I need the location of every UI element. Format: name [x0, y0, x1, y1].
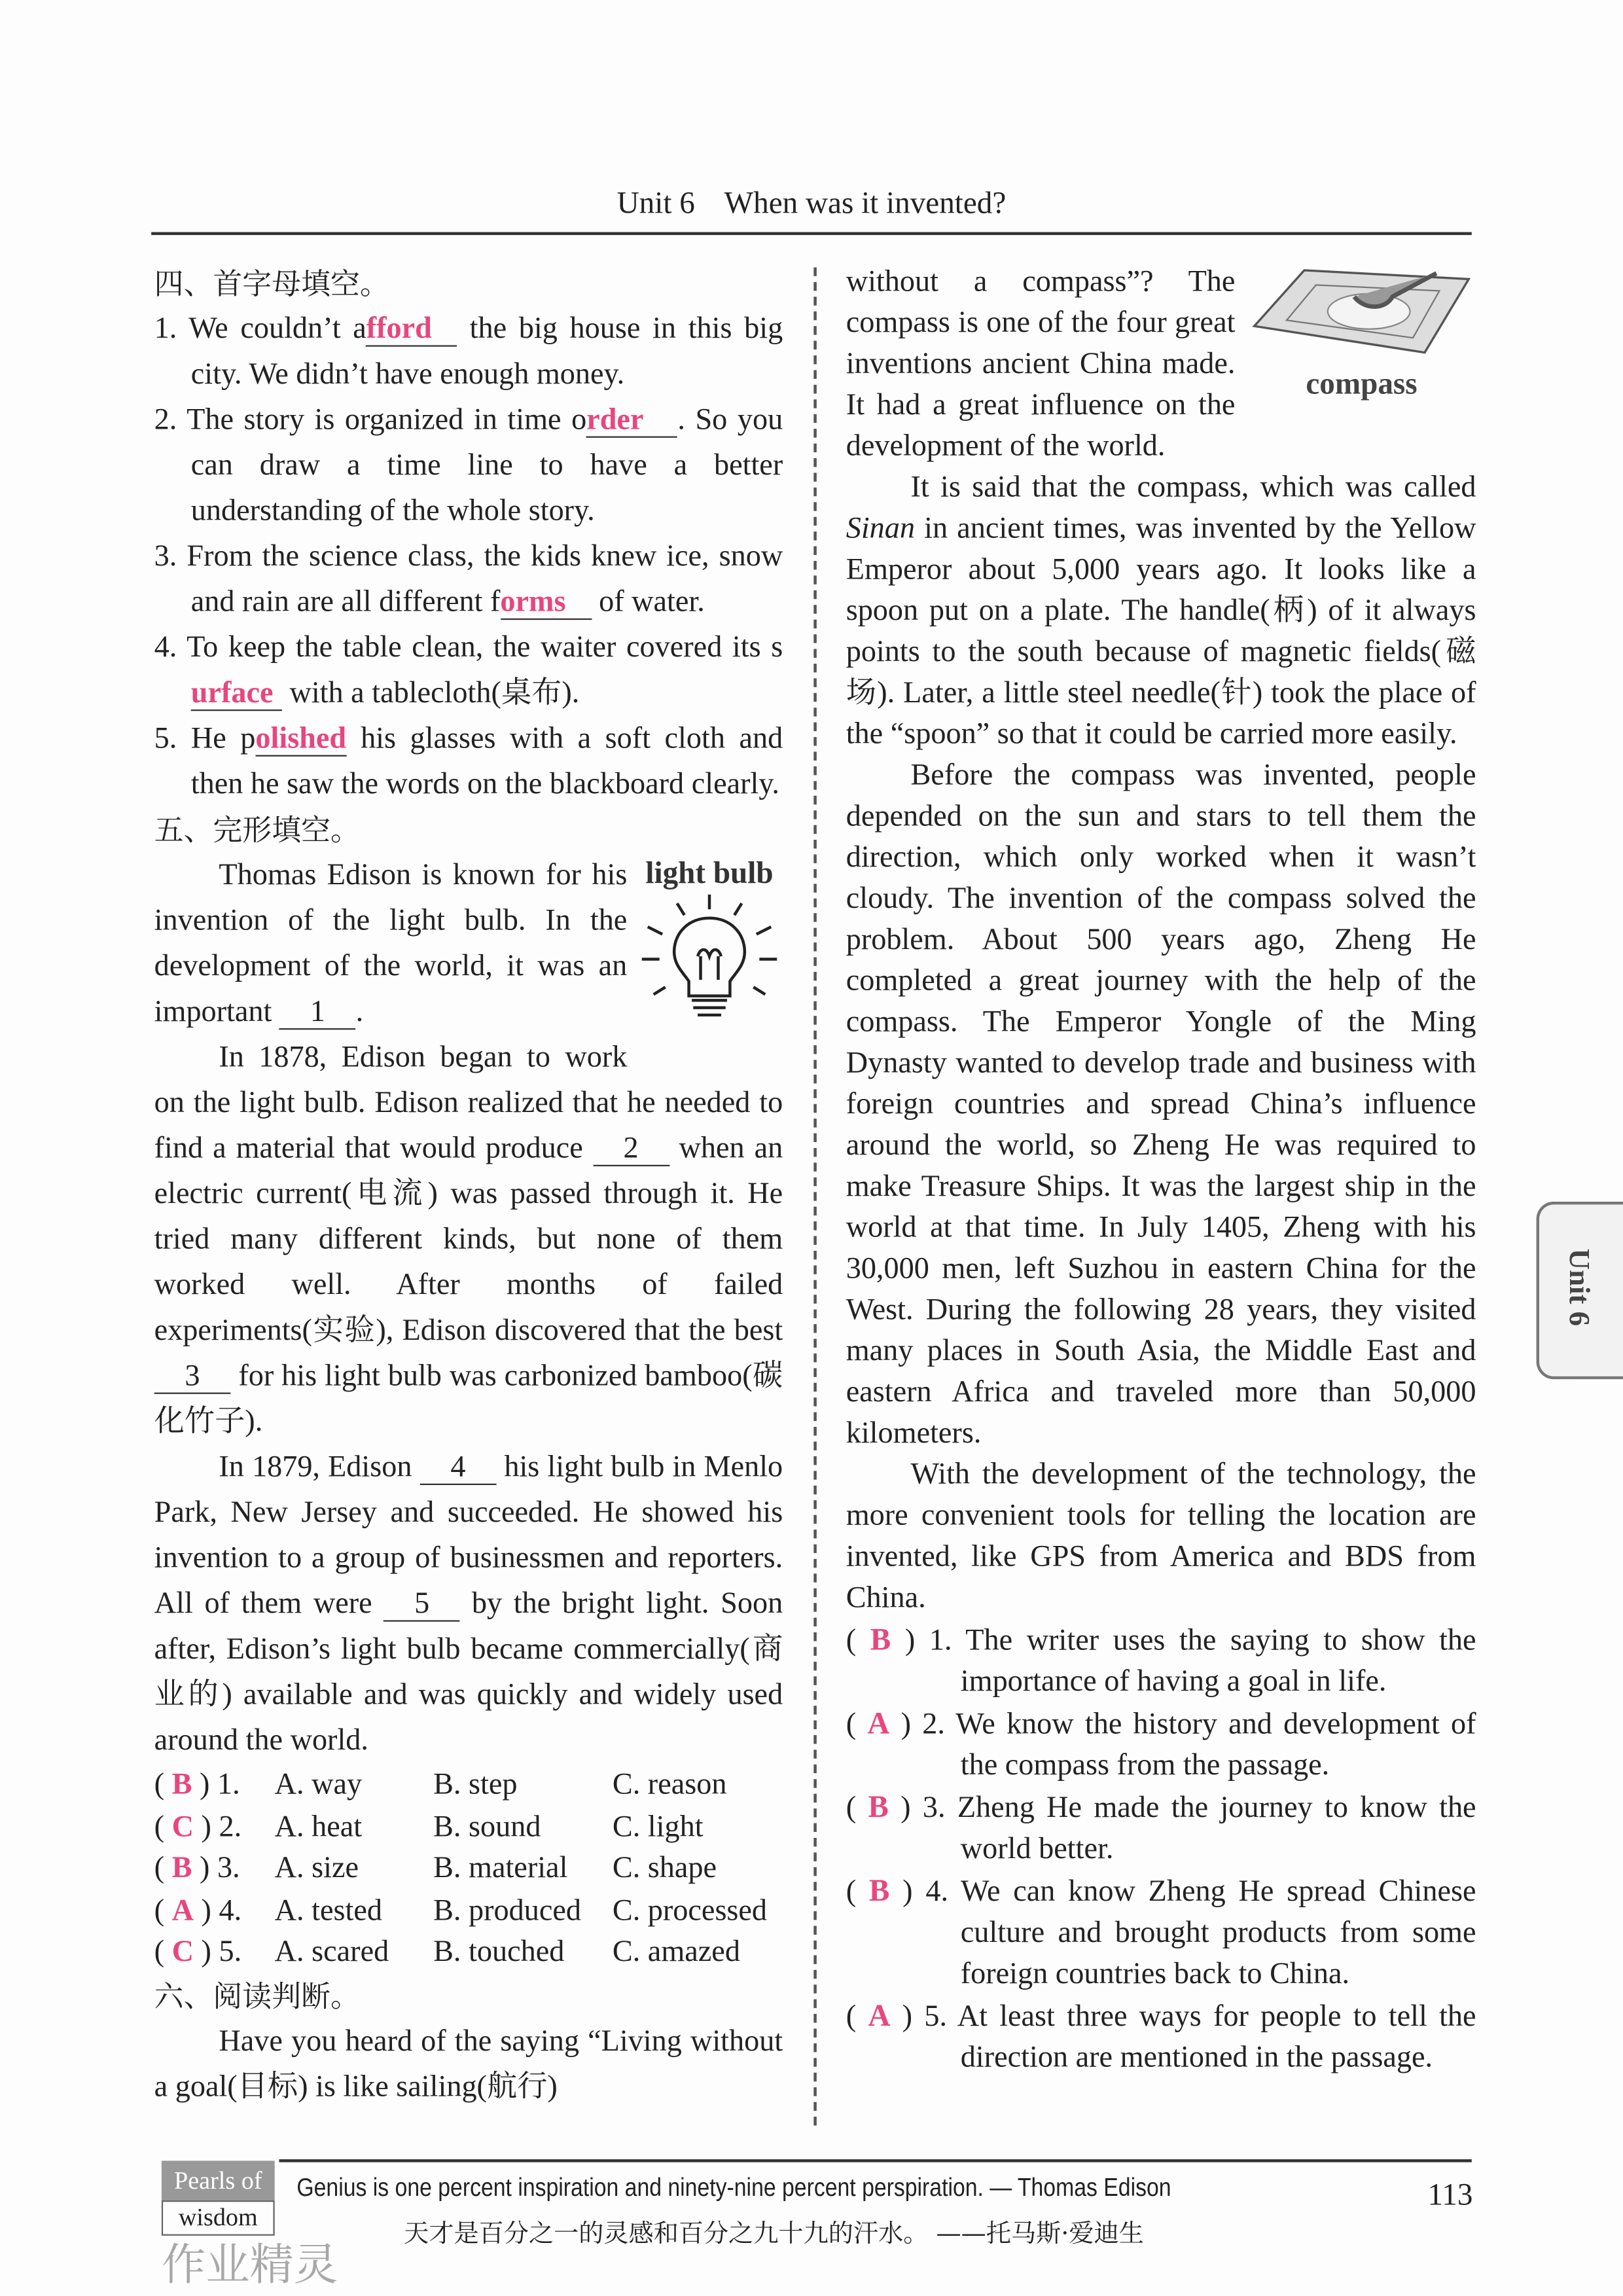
- choice-option: B. material: [433, 1852, 568, 1885]
- question: ( A ) 5. At least three ways for people to tell the direction are mentioned in the passage.: [846, 1998, 1476, 2074]
- choice-option: C. processed: [612, 1894, 768, 1928]
- answer: orms: [500, 586, 566, 619]
- section4-heading: 四、首字母填空。: [154, 266, 389, 302]
- reading-paragraph-4: With the development of the technology, the more convenient tools for telling the location are invented, like GPS from America and BDS from China.: [846, 1458, 1476, 1615]
- answer: urface: [190, 677, 274, 709]
- unit-label: Unit 6: [616, 185, 695, 221]
- blank-5: 5: [383, 1588, 460, 1622]
- choice-option: B. touched: [433, 1936, 565, 1969]
- answer: rder: [586, 404, 644, 437]
- wisdom-label: wisdom: [162, 2200, 275, 2236]
- choice-option: B. produced: [433, 1894, 581, 1928]
- figure-label: light bulb: [645, 855, 774, 891]
- unit-title: When was it invented?: [724, 185, 1007, 221]
- watermark: 作业精灵: [161, 2240, 338, 2292]
- section4-items: [154, 307, 783, 808]
- judgement-questions: [846, 1619, 1476, 2078]
- footer-quote: Genius is one percent inspiration and ninety-nine percent perspiration. — Thomas Edison: [296, 2172, 1171, 2202]
- reading-paragraph-3: Before the compass was invented, people depended on the sun and stars to tell them the direction, which only worked when it wasn’t cloudy. The invention of the compass solved the problem. About 500 years ago, Zheng He completed a great journey with the help of the compass. The Emperor Yongle of the Ming Dynasty wanted to develop trade and business with foreign countries and spread China’s influence around the world, so Zheng He was required to make Treasure Ships. It was the largest ship in the world at that time. In July 1405, Zheng with his 30,000 men, left Suzhou in eastern China for the West. During the following 28 years, they visited many places in South Asia, the Middle East and eastern Africa and traveled more than 50,000 kilometers.: [846, 759, 1476, 1450]
- reading-paragraph-2: It is said that the compass, which was called Sinan in ancient times, was invented by the Yellow Emperor about 5,000 years ago. It looks like a spoon put on a plate. The handle(柄) of it always points to the south because of magnetic fields(磁场). Later, a little steel needle(针) took the place of the “spoon” so that it could be carried more easily.: [846, 471, 1476, 751]
- choice-option: A. tested: [274, 1894, 383, 1928]
- answer: fford: [366, 313, 432, 346]
- fill-item: 2. The story is organized in time order . So you can draw a time line to have a better understanding of the whole story.: [154, 404, 783, 528]
- section5-heading: 五、完形填空。: [154, 812, 360, 848]
- column-divider: [813, 267, 816, 2125]
- fill-item: 4. To keep the table clean, the waiter covered its surface with a tablecloth(桌布).: [154, 626, 783, 717]
- unit-side-tab: Unit 6: [1537, 1202, 1623, 1380]
- right-column: [846, 261, 1476, 2078]
- fill-item: 1. We couldn’t afford the big house in this big city. We didn’t have enough money.: [154, 313, 783, 391]
- cloze-paragraph-3: In 1879, Edison 4 his light bulb in Menlo Park, New Jersey and succeeded. He showed his invention to a group of businessmen and reporters. All of them were 5 by the bright light. Soon after, Edison’s light bulb became commercially(商业的) available and was quickly and widely used around the world.: [154, 1451, 783, 1757]
- compass-image: [1251, 264, 1472, 355]
- choice-option: A. way: [274, 1768, 363, 1801]
- blank-4: 4: [420, 1451, 497, 1485]
- question: ( B ) 3. Zheng He made the journey to know the world better.: [846, 1789, 1476, 1866]
- answer: B: [868, 1789, 889, 1825]
- choice-answer: ( C ) 2.: [154, 1810, 242, 1843]
- header-rule: [151, 232, 1472, 234]
- choice-option: C. amazed: [612, 1936, 740, 1969]
- fill-item: 3. From the science class, the kids knew ice, snow and rain are all different forms of water.: [154, 535, 783, 626]
- footer-quote-chinese: 天才是百分之一的灵感和百分之九十九的汗水。 ——托马斯·爱迪生: [404, 2219, 1144, 2250]
- light-bulb-figure: [636, 853, 783, 1039]
- cloze-paragraph-2: In 1878, Edison began to work on the light bulb. Edison realized that he needed to find a material that would produce 2 when an electric current(电流) was passed through it. He tried many different kinds, but none of them worked well. After months of failed experiments(实验), Edison discovered that the best 3 for his light bulb was carbonized bamboo(碳化竹子).: [154, 1041, 783, 1439]
- pearls-label: Pearls of: [162, 2161, 275, 2200]
- question: ( B ) 1. The writer uses the saying to show the importance of having a goal in life.: [846, 1621, 1476, 1698]
- section6-heading: 六、阅读判断。: [154, 1979, 360, 2014]
- choice-option: A. scared: [274, 1936, 389, 1969]
- blank-3: 3: [154, 1360, 231, 1394]
- answer: A: [868, 1998, 891, 2034]
- choice-option: C. light: [612, 1810, 704, 1843]
- choice-answer: ( C ) 5.: [154, 1936, 242, 1969]
- compass-figure: [1247, 264, 1476, 399]
- answer: B: [868, 1873, 890, 1909]
- choice-option: C. reason: [612, 1768, 727, 1801]
- blank-2: 2: [593, 1132, 669, 1166]
- choice-answer: ( A ) 4.: [154, 1894, 242, 1928]
- blank-1: 1: [279, 996, 356, 1030]
- choice-option: B. step: [433, 1768, 518, 1801]
- left-column: [154, 261, 783, 2111]
- page-header: [0, 185, 1623, 222]
- choice-option: C. shape: [612, 1852, 717, 1885]
- choice-answer: ( B ) 3.: [154, 1852, 240, 1885]
- light-bulb-icon: [636, 891, 783, 1024]
- question: ( A ) 2. We know the history and development of the compass from the passage.: [846, 1705, 1476, 1782]
- choice-option: B. sound: [433, 1810, 541, 1843]
- answer: A: [867, 1705, 890, 1741]
- choice-option: A. size: [274, 1852, 359, 1885]
- question: ( B ) 4. We can know Zheng He spread Chinese culture and brought products from some foreign countries back to China.: [846, 1873, 1476, 1991]
- answer: B: [870, 1621, 891, 1657]
- choice-option: A. heat: [274, 1810, 363, 1843]
- fill-item: 5. He polished his glasses with a soft cloth and then he saw the words on the blackboard clearly.: [154, 723, 783, 801]
- reading-paragraph-1-start: Have you heard of the saying “Living without a goal(目标) is like sailing(航行): [154, 2025, 783, 2104]
- choice-answer: ( B ) 1.: [154, 1768, 240, 1801]
- figure-label: compass: [1306, 365, 1418, 401]
- footer-rule: [279, 2159, 1471, 2161]
- answer: olished: [255, 723, 347, 755]
- reading-paragraph-1: without a compass”? The compass is one of the four great inventions ancient China made. It had a great influence on the development of the world.: [846, 266, 1236, 463]
- cloze-choices: [154, 1764, 783, 1974]
- page-number: 113: [1427, 2177, 1473, 2212]
- cloze-paragraph-1: Thomas Edison is known for his invention of the light bulb. In the development of the world, it was an important 1 .: [154, 853, 783, 1035]
